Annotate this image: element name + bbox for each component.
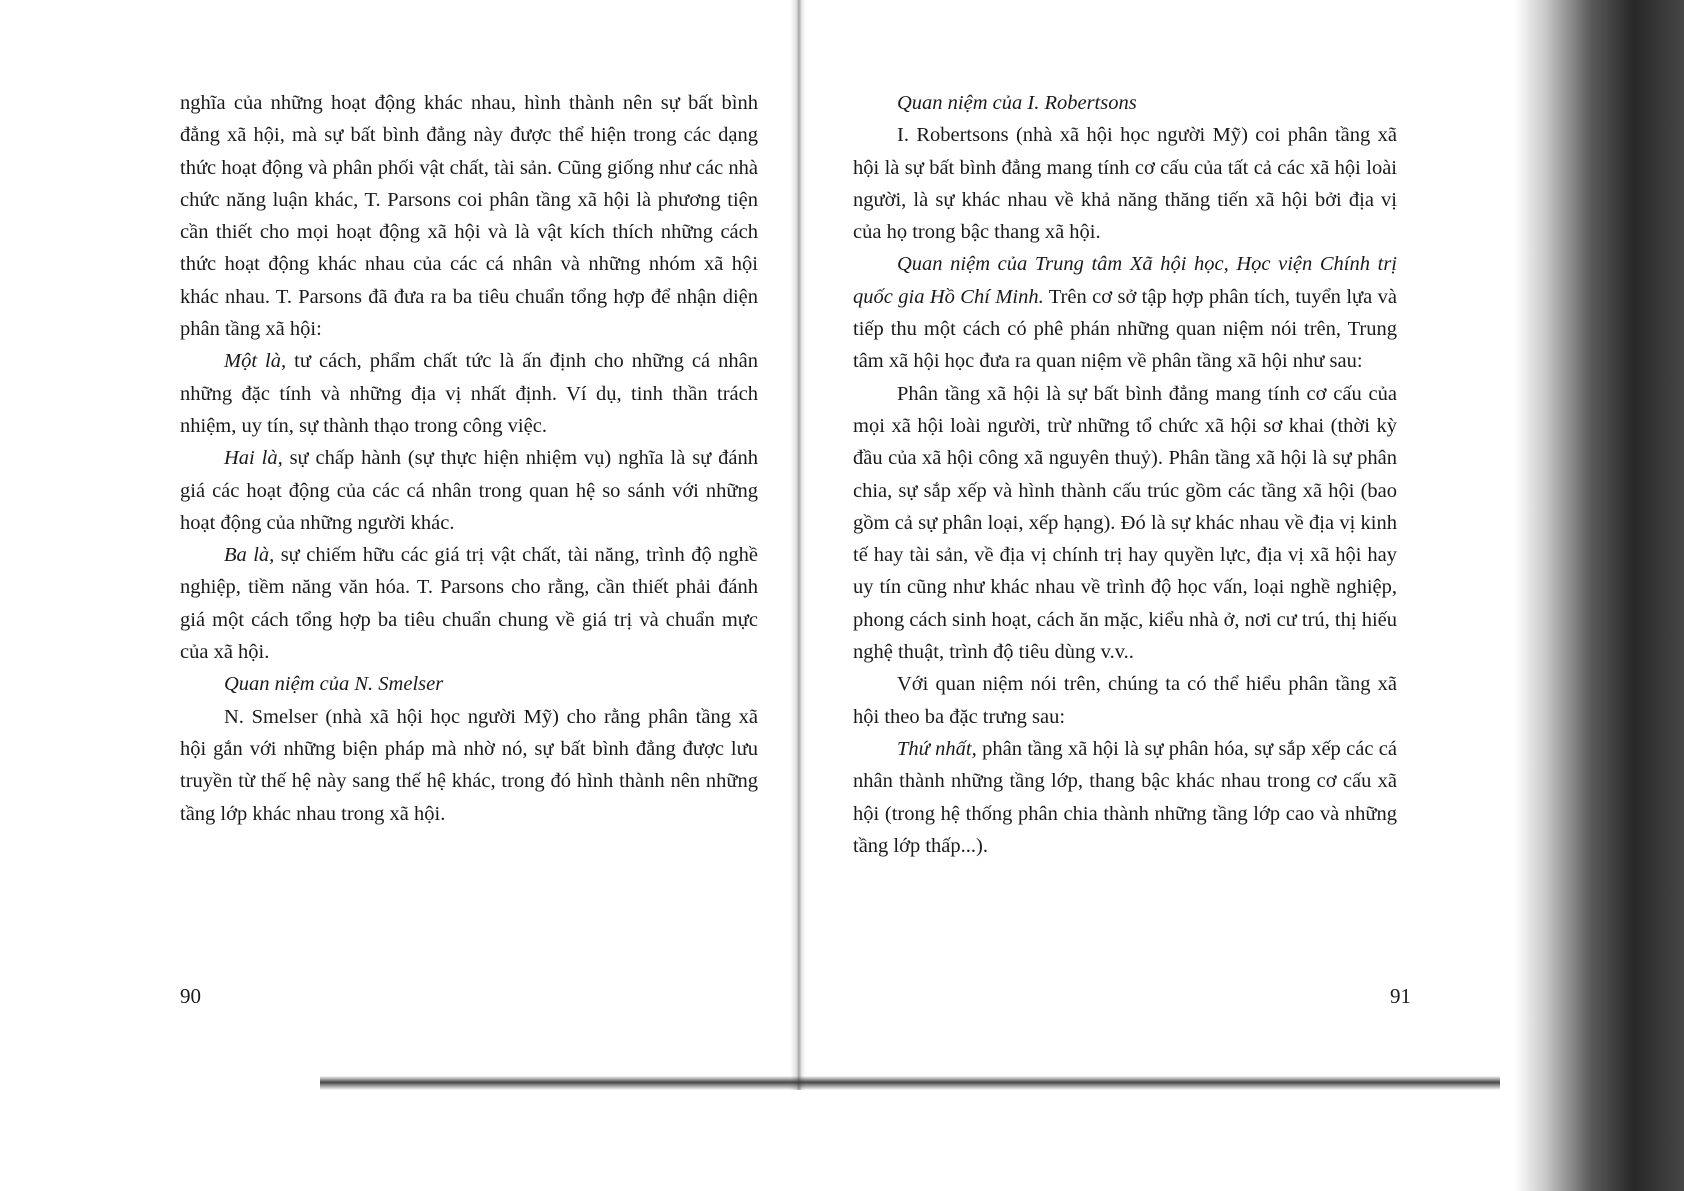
scan-lower-margin xyxy=(0,1090,1684,1191)
left-paragraph-2-text: tư cách, phẩm chất tức là ấn định cho những cá nhân những đặc tính và những địa vị nhất định. Ví dụ, tinh thần trách nhiệm, uy tín, sự thành thạo trong công việc. xyxy=(180,350,759,437)
section-heading-robertsons: Quan niệm của I. Robertsons xyxy=(897,92,1137,114)
right-paragraph-5 xyxy=(853,733,1397,862)
left-paragraph-3-text: sự chấp hành (sự thực hiện nhiệm vụ) nghĩa là sự đánh giá các hoạt động của các cá nhân trong quan hệ so sánh với những hoạt động của những người khác. xyxy=(180,447,759,534)
left-paragraph-1: nghĩa của những hoạt động khác nhau, hình thành nên sự bất bình đẳng xã hội, mà sự bất bình đẳng này được thể hiện trong các dạng thức hoạt động và phân phối vật chất, tài sản. Cũng giống như các nhà chức năng luận khác, T. Parsons coi phân tầng xã hội là phương tiện cần thiết cho mọi hoạt động xã hội và là vật kích thích những cách thức hoạt động khác nhau của các cá nhân và những nhóm xã hội khác nhau. T. Parsons đã đưa ra ba tiêu chuẩn tổng hợp để nhận diện phân tầng xã hội: xyxy=(180,92,758,341)
right-page-text xyxy=(853,87,1397,862)
left-paragraph-3-lead: Hai là, xyxy=(224,447,283,470)
scan-edge-shadow xyxy=(1515,0,1684,1191)
right-paragraph-5-lead: Thứ nhất, xyxy=(897,737,977,760)
left-paragraph-2 xyxy=(180,345,758,442)
left-paragraph-4 xyxy=(180,539,758,668)
right-paragraph-1: I. Robertsons (nhà xã hội học người Mỹ) coi phân tầng xã hội là sự bất bình đẳng mang tính cơ cấu của tất cả các xã hội loài người, là sự khác nhau về khả năng thăng tiến xã hội bởi địa vị của họ trong bậc thang xã hội. xyxy=(853,124,1397,244)
section-heading-smelser: Quan niệm của N. Smelser xyxy=(224,673,444,696)
right-paragraph-2-text: Trên cơ sở tập hợp phân tích, tuyển lựa và tiếp thu một cách có phê phán những quan niệm nói trên, Trung tâm xã hội học đưa ra quan niệm về phân tầng xã hội như sau: xyxy=(853,285,1397,373)
right-paragraph-2 xyxy=(853,248,1397,377)
left-paragraph-4-text: sự chiếm hữu các giá trị vật chất, tài năng, trình độ nghề nghiệp, tiềm năng văn hóa. T. Parsons cho rằng, cần thiết phải đánh giá một cách tổng hợp ba tiêu chuẩn chung về giá trị và chuẩn mực của xã hội. xyxy=(180,544,758,664)
right-paragraph-3: Phân tầng xã hội là sự bất bình đẳng mang tính cơ cấu của mọi xã hội loài người, trừ những tổ chức xã hội sơ khai (thời kỳ đầu của xã hội công xã nguyên thuỷ). Phân tầng xã hội là sự phân chia, sự sắp xếp và hình thành cấu trúc gồm các tầng xã hội (bao gồm cả sự phân loại, xếp hạng). Đó là sự khác nhau về địa vị kinh tế hay tài sản, về địa vị chính trị hay quyền lực, địa vị xã hội hay uy tín cũng như khác nhau về trình độ học vấn, loại nghề nghiệp, phong cách sinh hoạt, cách ăn mặc, kiểu nhà ở, nơi cư trú, thị hiếu nghệ thuật, trình độ tiêu dùng v.v.. xyxy=(853,382,1397,664)
left-paragraph-2-lead: Một là, xyxy=(224,350,287,373)
right-paragraph-2-lead: Quan niệm của Trung tâm Xã hội học, Học viện Chính trị quốc gia Hồ Chí Minh. xyxy=(853,253,1397,308)
book-gutter xyxy=(790,0,806,1100)
left-page xyxy=(0,0,800,1191)
left-page-text xyxy=(180,87,758,830)
left-paragraph-3 xyxy=(180,442,758,539)
book-bottom-edge xyxy=(320,1076,1500,1090)
right-paragraph-5-text: phân tầng xã hội là sự phân hóa, sự sắp xếp các cá nhân thành những tầng lớp, thang bậc khác nhau trong cơ cấu xã hội (trong hệ thống phân chia thành những tầng lớp cao và những tầng lớp thấp...). xyxy=(853,737,1398,857)
page-number-right: 91 xyxy=(1390,984,1411,1008)
page-number-left: 90 xyxy=(180,984,201,1008)
left-paragraph-5: N. Smelser (nhà xã hội học người Mỹ) cho rằng phân tầng xã hội gắn với những biện pháp mà nhờ nó, sự bất bình đẳng được lưu truyền từ thế hệ này sang thế hệ khác, trong đó hình thành nên những tầng lớp khác nhau trong xã hội. xyxy=(180,705,758,825)
right-paragraph-4: Với quan niệm nói trên, chúng ta có thể hiểu phân tầng xã hội theo ba đặc trưng sau: xyxy=(853,673,1397,728)
left-paragraph-4-lead: Ba là, xyxy=(224,544,275,567)
